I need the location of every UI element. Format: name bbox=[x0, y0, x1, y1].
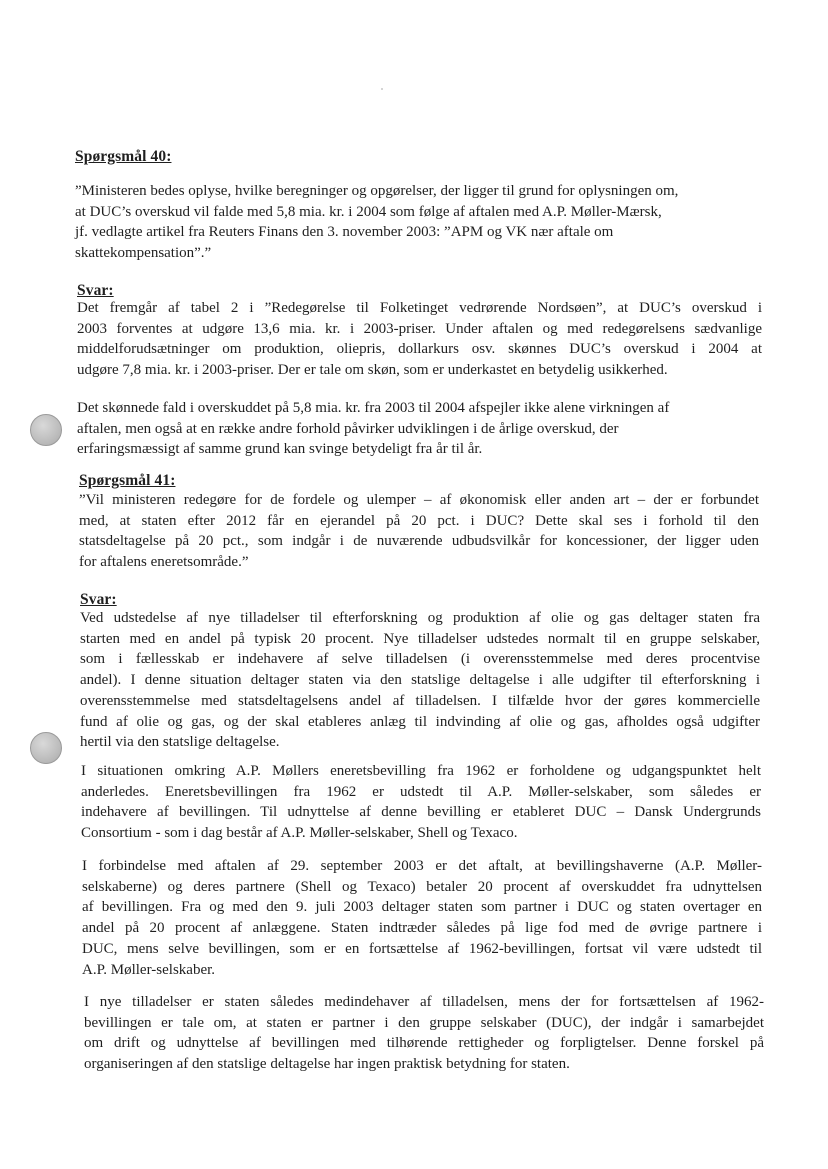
text-line: for aftalens eneretsområde.” bbox=[79, 554, 249, 571]
text-line: ”Vil ministeren redegøre for de fordele og ulemper – af økonomisk eller anden art – der er forbundet bbox=[79, 492, 759, 508]
text-line: indehavere af bevillingen. Til udnyttelse af denne bevilling er etableret DUC – Dansk Undergrunds bbox=[81, 804, 761, 821]
text-line: erfaringsmæssigt af samme grund kan svinge betydeligt fra år til år. bbox=[77, 441, 483, 458]
text-line: fund af olie og gas, og der skal etableres anlæg til indvinding af olie og gas, afholdes også udgifter bbox=[80, 713, 760, 730]
answer-41-heading: Svar: bbox=[80, 591, 117, 608]
answer-41-paragraph-1 bbox=[80, 608, 760, 753]
text-line: DUC, mens selve bevillingen, som er en fortsættelse af 1962-bevillingen, fortsat vil være udstedt til bbox=[82, 940, 762, 957]
text-line: 2003 forventes at udgøre 13,6 mia. kr. i 2003-priser. Under aftalen og med redegørelsens sædvanlige bbox=[77, 320, 762, 337]
answer-41-paragraph-4 bbox=[84, 992, 764, 1075]
question-41-heading: Spørgsmål 41: bbox=[79, 472, 176, 489]
answer-41-paragraph-2 bbox=[81, 761, 761, 844]
text-line: Consortium - som i dag består af A.P. Møller-selskaber, Shell og Texaco. bbox=[81, 825, 518, 842]
text-line: organiseringen af den statslige deltagelse har ingen praktisk betydning for staten. bbox=[84, 1056, 570, 1073]
text-line: andel). I denne situation deltager staten via den statslige deltagelse i alle udgifter til efterforskning i bbox=[80, 672, 760, 689]
question-41-text bbox=[79, 490, 759, 573]
scan-speck bbox=[381, 88, 383, 90]
punch-hole-bottom bbox=[30, 732, 62, 764]
text-line: af bevillingen. Fra og med den 9. juli 2003 deltager staten som partner i DUC og staten overtager en bbox=[82, 899, 762, 916]
text-line: skattekompensation”.” bbox=[75, 245, 212, 262]
text-line: Det fremgår af tabel 2 i ”Redegørelse til Folketinget vedrørende Nordsøen”, at DUC’s overskud i bbox=[77, 300, 762, 316]
text-line: om drift og udnyttelse af bevillingen med tilhørende rettigheder og forpligtelser. Denne forskel på bbox=[84, 1035, 764, 1052]
text-line: hertil via den statslige deltagelse. bbox=[80, 734, 280, 751]
text-line: andel på 20 procent af anlæggene. Staten indtræder således på lige fod med de øvrige partnere i bbox=[82, 920, 762, 937]
answer-41-paragraph-3 bbox=[82, 856, 762, 980]
answer-40-heading: Svar: bbox=[77, 282, 114, 299]
text-line: Ved udstedelse af nye tilladelser til efterforskning og produktion af olie og gas deltager staten fra bbox=[80, 610, 760, 626]
text-line: A.P. Møller-selskaber. bbox=[82, 961, 216, 978]
text-line: udgøre 7,8 mia. kr. i 2003-priser. Der er tale om skøn, som er underkastet en betydelig usikkerhed. bbox=[77, 362, 668, 379]
text-line: overensstemmelse med statsdeltagelsens andel af tilladelsen. I tilfælde hvor der gøres kommercielle bbox=[80, 692, 760, 709]
text-line: aftalen, men også at en række andre forhold påvirker udviklingen i de årlige overskud, der bbox=[77, 420, 619, 437]
text-line: statsdeltagelse på 20 pct., som indgår i de nuværende udbudsvilkår for koncessioner, der ligger uden bbox=[79, 533, 759, 550]
text-line: I nye tilladelser er staten således medindehaver af tilladelsen, mens der for fortsættelsen af 1962- bbox=[84, 994, 764, 1010]
text-line: ”Ministeren bedes oplyse, hvilke beregninger og opgørelser, der ligger til grund for oplysningen om, bbox=[75, 183, 679, 199]
text-line: Det skønnede fald i overskuddet på 5,8 mia. kr. fra 2003 til 2004 afspejler ikke alene virkningen af bbox=[77, 400, 670, 416]
text-line: middelforudsætninger om produktion, oliepris, dollarkurs osv. skønnes DUC’s overskud i 2004 at bbox=[77, 341, 762, 358]
text-line: med, at staten efter 2012 får en ejerandel på 20 pct. i DUC? Dette skal ses i forhold til den bbox=[79, 512, 759, 529]
text-line: starten med en andel på typisk 20 procent. Nye tilladelser udstedes normalt til en gruppe selskaber, bbox=[80, 630, 760, 647]
answer-40-paragraph-1 bbox=[77, 298, 762, 381]
text-line: bevillingen er tale om, at staten er partner i den gruppe selskaber (DUC), der indgår i samarbejdet bbox=[84, 1014, 764, 1031]
text-line: som i fællesskab er indehavere af selve tilladelsen (i overensstemmelse med deres procentvise bbox=[80, 651, 760, 668]
text-line: selskaberne) og deres partnere (Shell og Texaco) betaler 20 procent af overskuddet fra udnyttelsen bbox=[82, 878, 762, 895]
question-40-text bbox=[75, 181, 765, 264]
answer-40-paragraph-2 bbox=[77, 398, 767, 460]
text-line: at DUC’s overskud vil falde med 5,8 mia. kr. i 2004 som følge af aftalen med A.P. Møller-Mærsk, bbox=[75, 203, 662, 220]
text-line: jf. vedlagte artikel fra Reuters Finans den 3. november 2003: ”APM og VK nær aftale om bbox=[75, 224, 614, 241]
text-line: anderledes. Eneretsbevillingen fra 1962 er udstedt til A.P. Møller-selskaber, som således er bbox=[81, 783, 761, 800]
question-40-heading: Spørgsmål 40: bbox=[75, 148, 172, 165]
text-line: I forbindelse med aftalen af 29. september 2003 er det aftalt, at bevillingshaverne (A.P. Møller- bbox=[82, 858, 762, 874]
text-line: I situationen omkring A.P. Møllers eneretsbevilling fra 1962 er forholdene og udgangspunktet helt bbox=[81, 763, 761, 779]
punch-hole-top bbox=[30, 414, 62, 446]
